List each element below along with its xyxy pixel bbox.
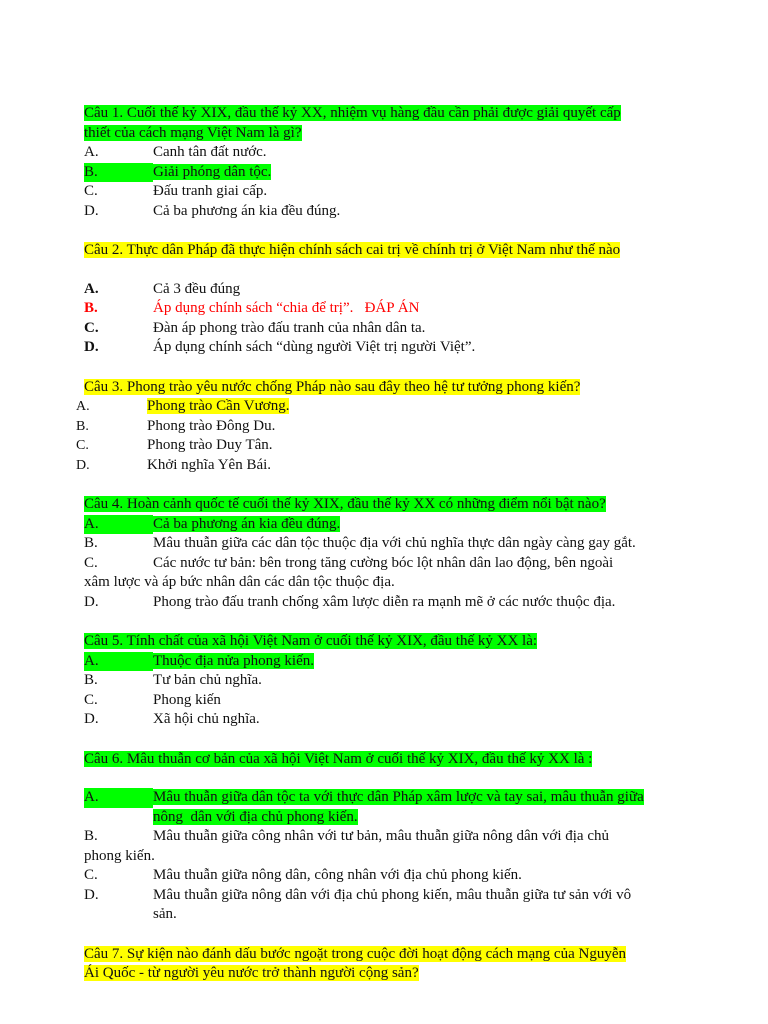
question-2-option-c	[84, 319, 694, 339]
option-label: B.	[84, 300, 98, 316]
question-1-option-c	[84, 182, 694, 202]
option-label: A.	[84, 280, 99, 297]
question-6	[84, 750, 694, 925]
question-3-option-b	[76, 417, 694, 437]
option-label: A.	[84, 515, 153, 535]
option-label: B.	[76, 418, 89, 434]
option-label: B.	[84, 672, 98, 688]
option-text: Áp dụng chính sách “dùng người Việt trị người Việt”.	[153, 339, 476, 355]
question-3-option-c	[76, 436, 694, 456]
option-label: C.	[84, 691, 98, 708]
question-5-option-d	[84, 710, 694, 730]
option-text-line-1: Mâu thuẫn giữa nông dân với địa chủ phong kiến, mâu thuẫn giữa tư sản với vô	[153, 886, 632, 903]
question-4-text: Câu 4. Hoàn cảnh quốc tế cuối thế kỷ XIX, đầu thế kỷ XX có những điểm nổi bật nào?	[84, 496, 606, 512]
option-label: B.	[84, 163, 153, 183]
option-text: Phong trào Đông Du.	[147, 417, 276, 434]
question-5-option-b	[84, 671, 694, 691]
option-label: C.	[84, 183, 98, 199]
question-4-option-a	[84, 515, 694, 535]
question-4-option-b	[84, 534, 694, 554]
option-label: D.	[76, 457, 90, 473]
option-label: D.	[84, 711, 99, 727]
question-6-text: Câu 6. Mâu thuẫn cơ bản của xã hội Việt Nam ở cuối thế kỷ XIX, đầu thế kỷ XX là :	[84, 750, 593, 767]
question-4	[84, 495, 694, 612]
option-label: B.	[84, 828, 98, 844]
option-text: Mâu thuẫn giữa các dân tộc thuộc địa với chủ nghĩa thực dân ngày càng gay gắt.	[153, 535, 636, 551]
question-7-text-line-1: Câu 7. Sự kiện nào đánh dấu bước ngoặt trong cuộc đời hoạt động cách mạng của Nguyễn	[84, 945, 626, 962]
question-2	[84, 241, 694, 358]
option-text: Tư bản chủ nghĩa.	[153, 672, 262, 688]
option-label: A.	[76, 399, 90, 414]
question-2-option-b	[84, 299, 694, 319]
option-text: Phong trào Duy Tân.	[147, 437, 273, 453]
question-3	[76, 378, 694, 476]
question-3-option-d	[76, 456, 694, 476]
option-label: C.	[84, 554, 98, 571]
question-6-option-a	[84, 788, 694, 808]
question-6-option-d	[84, 886, 694, 906]
option-label: D.	[84, 202, 99, 219]
option-label: A.	[84, 788, 153, 808]
question-5-text: Câu 5. Tính chất của xã hội Việt Nam ở cuối thế kỷ XIX, đầu thế kỷ XX là:	[84, 633, 538, 649]
option-text: Cả ba phương án kia đều đúng.	[153, 202, 341, 219]
option-text-correct: Phong trào Cần Vương.	[147, 398, 290, 414]
document-body	[76, 104, 694, 984]
option-text: Phong kiến	[153, 691, 221, 708]
option-text-line-2: xâm lược và áp bức nhân dân các dân tộc thuộc địa.	[84, 574, 395, 590]
question-5	[84, 632, 694, 730]
option-label: B.	[84, 535, 98, 551]
option-text: Đàn áp phong trào đấu tranh của nhân dân ta.	[153, 319, 426, 336]
question-1-option-d	[84, 202, 694, 222]
question-2-option-d	[84, 338, 694, 358]
option-label: C.	[84, 319, 99, 336]
question-4-option-d	[84, 593, 694, 613]
option-text: Cả 3 đều đúng	[153, 280, 241, 297]
question-6-option-b	[84, 827, 694, 847]
question-2-option-a	[84, 280, 694, 300]
question-1-text-line-1: Câu 1. Cuối thế kỷ XIX, đầu thế kỷ XX, nhiệm vụ hàng đầu cần phải được giải quyết cấp	[84, 105, 621, 121]
option-text-correct: Thuộc địa nửa phong kiến.	[153, 652, 315, 669]
option-text: Đấu tranh giai cấp.	[153, 183, 268, 199]
option-text: Phong trào đấu tranh chống xâm lược diễn ra mạnh mẽ ở các nước thuộc địa.	[153, 593, 616, 610]
option-text-correct-line-2: nông dân với địa chủ phong kiến.	[153, 808, 358, 825]
question-4-option-c	[84, 554, 694, 574]
option-text-correct-line-1: Mâu thuẫn giữa dân tộc ta với thực dân Pháp xâm lược và tay sai, mâu thuẫn giữa	[153, 789, 644, 805]
question-7	[84, 945, 694, 984]
option-text-correct: Áp dụng chính sách “chia để trị”. ĐÁP ÁN	[153, 300, 420, 316]
question-3-text: Câu 3. Phong trào yêu nước chống Pháp nào sau đây theo hệ tư tưởng phong kiến?	[84, 378, 581, 395]
option-text-line-1: Mâu thuẫn giữa công nhân với tư bản, mâu thuẫn giữa nông dân với địa chủ	[153, 828, 609, 844]
question-2-text: Câu 2. Thực dân Pháp đã thực hiện chính sách cai trị về chính trị ở Việt Nam như thế nào	[84, 242, 621, 258]
question-1-option-b	[84, 163, 694, 183]
option-label: D.	[84, 886, 99, 903]
question-6-option-c	[84, 866, 694, 886]
option-label: C.	[76, 438, 89, 453]
option-text: Khởi nghĩa Yên Bái.	[147, 456, 272, 473]
option-text: Xã hội chủ nghĩa.	[153, 711, 260, 727]
option-label: C.	[84, 867, 98, 883]
option-text: Canh tân đất nước.	[153, 144, 267, 160]
question-1-option-a	[84, 143, 694, 163]
option-text-line-2: sản.	[153, 906, 177, 922]
question-5-option-a	[84, 652, 694, 672]
option-label: D.	[84, 339, 99, 355]
option-label: A.	[84, 144, 99, 160]
option-text-line-1: Các nước tư bản: bên trong tăng cường bóc lột nhân dân lao động, bên ngoài	[153, 554, 614, 571]
option-text-correct: Cả ba phương án kia đều đúng.	[153, 515, 341, 532]
option-label: A.	[84, 652, 153, 672]
question-1	[84, 104, 694, 221]
question-5-option-c	[84, 691, 694, 711]
question-7-text-line-2: Ái Quốc - từ người yêu nước trở thành người cộng sản?	[84, 965, 419, 981]
option-text: Mâu thuẫn giữa nông dân, công nhân với địa chủ phong kiến.	[153, 867, 522, 883]
question-3-option-a	[76, 397, 694, 417]
option-text-line-2: phong kiến.	[84, 847, 155, 864]
option-text-correct: Giải phóng dân tộc.	[153, 163, 272, 180]
option-label: D.	[84, 593, 99, 610]
question-1-text-line-2: thiết của cách mạng Việt Nam là gì?	[84, 124, 302, 141]
